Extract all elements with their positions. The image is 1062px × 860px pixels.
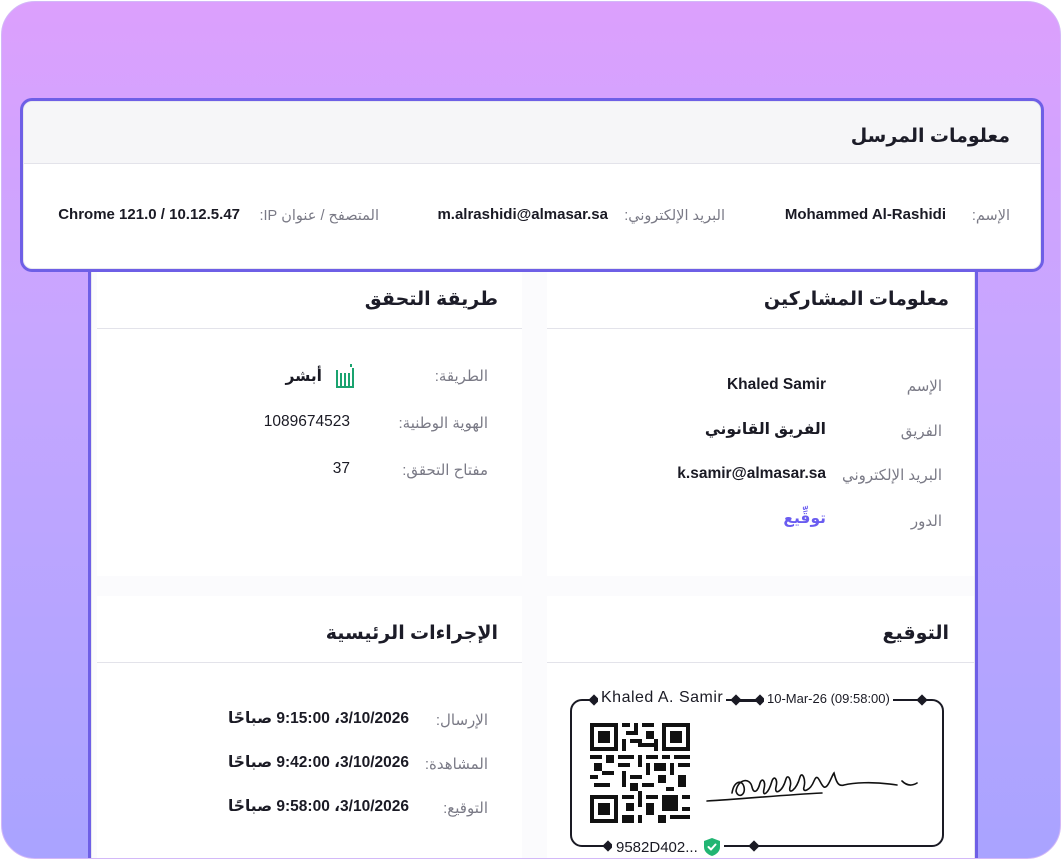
participant-team-label: الفريق [900,423,942,440]
document-details-card [88,242,978,859]
verification-method-value: أبشر [285,368,322,385]
verification-id-value: 1089674523 [263,413,350,430]
signature-date: 10-Mar-26 (09:58:00) [764,691,893,706]
signature-title: التوقيع [882,623,949,644]
signer-name: Khaled A. Samir [598,689,726,707]
sender-email-label: البريد الإلكتروني: [624,208,725,224]
actions-title: الإجراءات الرئيسية [325,623,498,644]
participant-role-label: الدور [910,513,942,530]
action-sent-label: الإرسال: [435,712,488,729]
verification-id-label: الهوية الوطنية: [398,415,488,432]
background-frame [1,1,1061,859]
sender-email-value: m.alrashidi@almasar.sa [437,206,608,223]
verification-method-label: الطريقة: [434,368,488,385]
participant-email-value: k.samir@almasar.sa [677,465,826,482]
participant-name-label: الإسم [906,378,942,395]
sender-name-label: الإسم: [971,208,1010,224]
sender-info-card [20,98,1044,272]
verification-title: طريقة التحقق [364,289,498,310]
sender-browser-value: Chrome 121.0 / 10.12.5.47 [58,206,240,223]
verification-divider [97,328,522,329]
verification-key-value: 37 [332,460,350,477]
sender-browser-label: المتصفح / عنوان IP: [259,208,379,224]
participant-name-value: Khaled Samir [726,376,826,393]
participants-divider [547,328,975,329]
actions-divider [97,662,522,663]
action-signed-label: التوقيع: [443,800,488,817]
participants-title: معلومات المشاركين [763,289,949,310]
sender-header [24,102,1040,164]
action-viewed-value: 3/10/2026، 9:42:00 صباحًا [227,754,409,771]
signature-divider [547,662,975,663]
participant-team-value: الفريق القانوني [704,421,826,438]
participant-role-value: توقِّيع [783,510,826,527]
handwritten-signature [702,751,932,821]
signature-hash [612,838,724,856]
sender-name-value: Mohammed Al-Rashidi [784,206,946,223]
sender-title: معلومات المرسل [850,126,1010,147]
qr-code [590,723,690,823]
action-viewed-label: المشاهدة: [424,756,488,773]
signature-stamp [570,689,944,856]
action-signed-value: 3/10/2026، 9:58:00 صباحًا [227,798,409,815]
participant-email-label: البريد الإلكتروني [841,467,942,484]
action-sent-value: 3/10/2026، 9:15:00 صباحًا [227,710,409,727]
signature-hash-value: 9582D402... [616,838,698,856]
verified-shield-icon [704,838,720,856]
verification-key-label: مفتاح التحقق: [402,462,488,479]
absher-logo-icon [334,364,358,390]
